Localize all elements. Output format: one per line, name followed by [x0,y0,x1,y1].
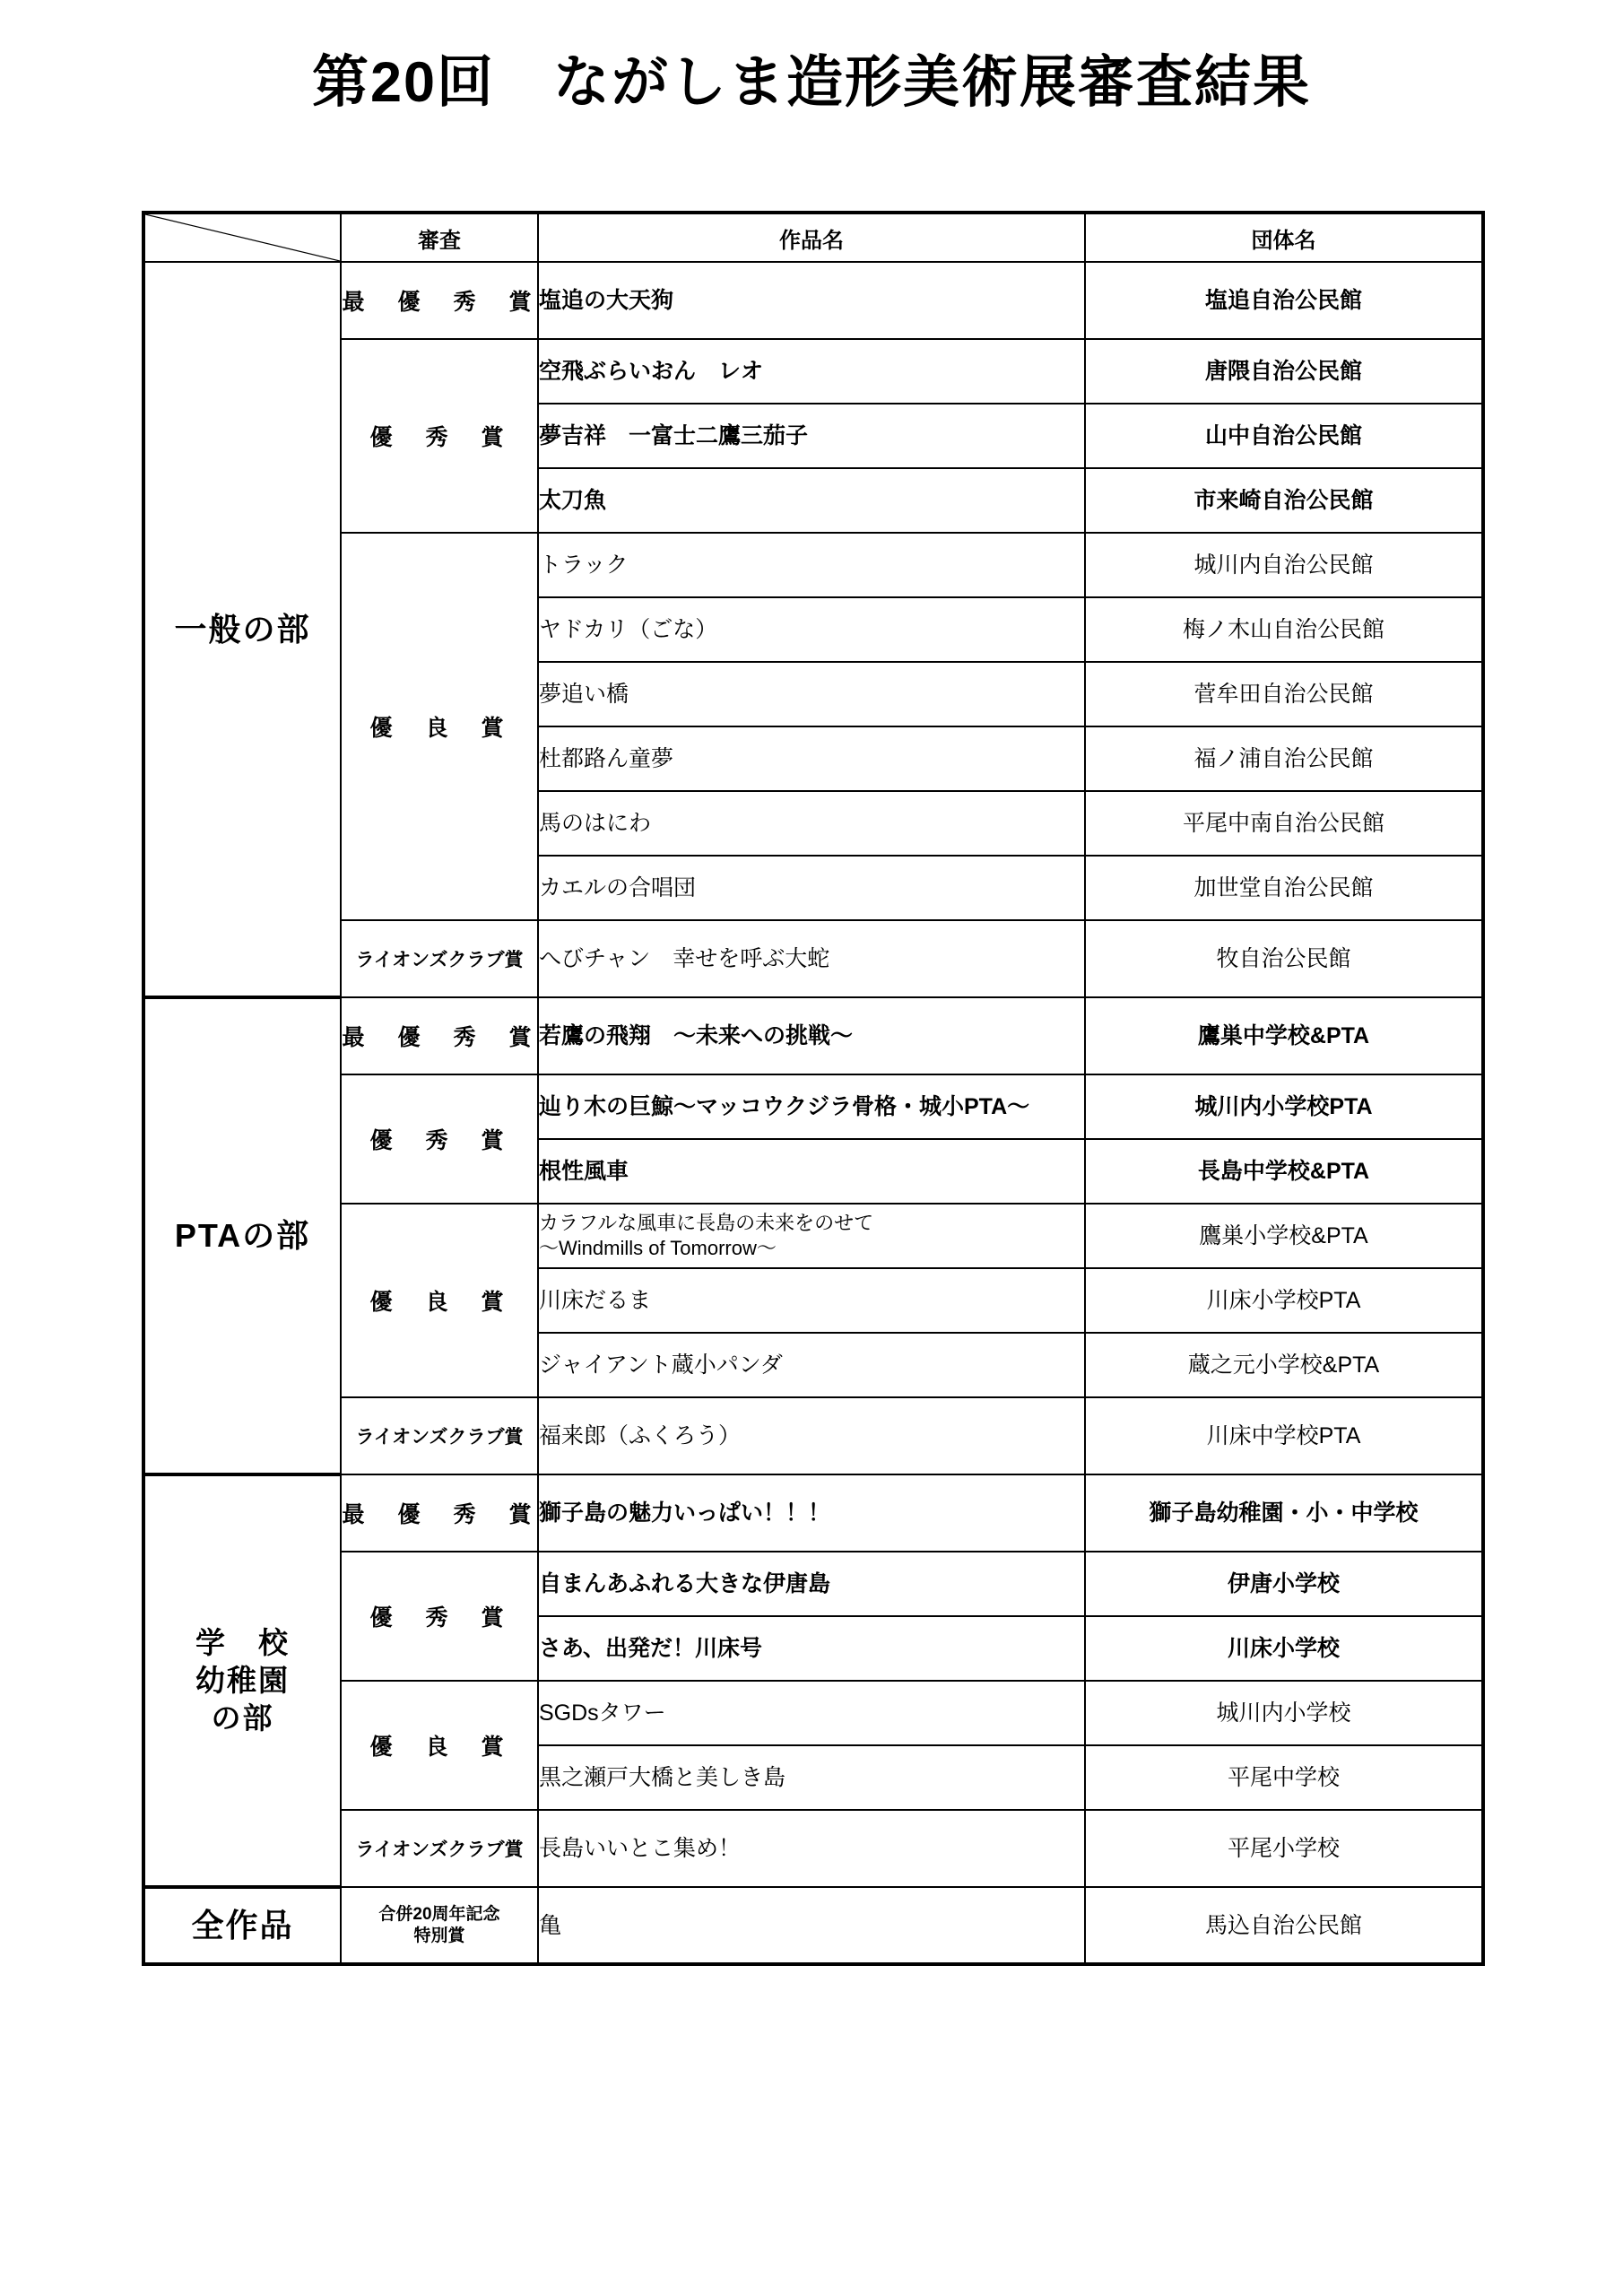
organization-cell: 唐隈自治公民館 [1085,339,1483,404]
work-title-cell: 塩追の大天狗 [538,262,1085,339]
header-corner-diagonal [143,213,341,262]
organization-cell: 川床小学校PTA [1085,1268,1483,1333]
organization-cell: 獅子島幼稚園・小・中学校 [1085,1474,1483,1552]
organization-cell: 城川内小学校PTA [1085,1074,1483,1139]
page-title: 第20回 ながしま造形美術展審査結果 [311,51,1312,114]
organization-cell: 菅牟田自治公民館 [1085,662,1483,726]
award-cell: 優 良 賞 [341,1681,538,1810]
work-title-cell: 長島いいとこ集め！ [538,1810,1085,1887]
work-title-cell: 空飛ぶらいおん レオ [538,339,1085,404]
organization-cell: 平尾中学校 [1085,1745,1483,1810]
work-title-cell: 若鷹の飛翔 〜未来への挑戦〜 [538,997,1085,1074]
award-cell: 最 優 秀 賞 [341,262,538,339]
table-row [143,262,1483,339]
award-cell: 優 秀 賞 [341,1552,538,1681]
table-row [143,1552,1483,1616]
table-row [143,1681,1483,1745]
work-title-cell: 辿り木の巨鯨〜マッコウクジラ骨格・城小PTA〜 [538,1074,1085,1139]
work-title-cell: 夢吉祥 一富士二鷹三茄子 [538,404,1085,468]
work-title-cell: トラック [538,533,1085,597]
header-work: 作品名 [538,213,1085,262]
organization-cell: 鷹巣小学校&PTA [1085,1204,1483,1268]
organization-cell: 加世堂自治公民館 [1085,856,1483,920]
work-title-cell: 杜都路ん童夢 [538,726,1085,791]
category-cell: 学 校 幼稚園 の部 [143,1474,341,1887]
work-title-cell: 馬のはにわ [538,791,1085,856]
organization-cell: 平尾中南自治公民館 [1085,791,1483,856]
work-title-cell: カラフルな風車に長島の未来をのせて 〜Windmills of Tomorrow〜 [538,1204,1085,1268]
work-title-cell: 黒之瀬戸大橋と美しき島 [538,1745,1085,1810]
work-title-cell: ジャイアント蔵小パンダ [538,1333,1085,1397]
work-title-cell: 獅子島の魅力いっぱい！！！ [538,1474,1085,1552]
table-header-row [143,213,1483,262]
organization-cell: 川床小学校 [1085,1616,1483,1681]
award-cell: 優 良 賞 [341,533,538,920]
work-title-cell: 根性風車 [538,1139,1085,1204]
organization-cell: 梅ノ木山自治公民館 [1085,597,1483,662]
category-cell: PTAの部 [143,997,341,1474]
organization-cell: 伊唐小学校 [1085,1552,1483,1616]
award-cell: 最 優 秀 賞 [341,1474,538,1552]
category-cell: 一般の部 [143,262,341,997]
award-cell: ライオンズクラブ賞 [341,920,538,997]
work-title-cell: さあ、出発だ！川床号 [538,1616,1085,1681]
table-row [143,533,1483,597]
organization-cell: 鷹巣中学校&PTA [1085,997,1483,1074]
organization-cell: 牧自治公民館 [1085,920,1483,997]
organization-cell: 川床中学校PTA [1085,1397,1483,1474]
header-org: 団体名 [1085,213,1483,262]
organization-cell: 塩追自治公民館 [1085,262,1483,339]
table-row [143,1204,1483,1268]
organization-cell: 城川内自治公民館 [1085,533,1483,597]
work-title-cell: カエルの合唱団 [538,856,1085,920]
award-cell: 優 良 賞 [341,1204,538,1397]
work-title-cell: 川床だるま [538,1268,1085,1333]
header-award: 審査 [341,213,538,262]
organization-cell: 城川内小学校 [1085,1681,1483,1745]
work-title-cell: 福来郎（ふくろう） [538,1397,1085,1474]
table-row [143,997,1483,1074]
organization-cell: 蔵之元小学校&PTA [1085,1333,1483,1397]
organization-cell: 市来崎自治公民館 [1085,468,1483,533]
work-title-cell: 自まんあふれる大きな伊唐島 [538,1552,1085,1616]
results-table [142,211,1485,1966]
work-title-cell: 太刀魚 [538,468,1085,533]
organization-cell: 山中自治公民館 [1085,404,1483,468]
award-cell: 優 秀 賞 [341,339,538,533]
organization-cell: 長島中学校&PTA [1085,1139,1483,1204]
award-cell: 合併20周年記念 特別賞 [341,1887,538,1964]
table-row [143,339,1483,404]
table-row [143,1810,1483,1887]
work-title-cell: SGDsタワー [538,1681,1085,1745]
work-title-cell: へびチャン 幸せを呼ぶ大蛇 [538,920,1085,997]
table-row [143,1397,1483,1474]
work-title-cell: 亀 [538,1887,1085,1964]
category-cell: 全作品 [143,1887,341,1964]
award-cell: ライオンズクラブ賞 [341,1810,538,1887]
results-table-container [142,211,1481,1966]
organization-cell: 平尾小学校 [1085,1810,1483,1887]
table-row [143,1474,1483,1552]
table-row [143,920,1483,997]
organization-cell: 福ノ浦自治公民館 [1085,726,1483,791]
work-title-cell: ヤドカリ（ごな） [538,597,1085,662]
award-cell: 優 秀 賞 [341,1074,538,1204]
award-cell: ライオンズクラブ賞 [341,1397,538,1474]
work-title-cell: 夢追い橋 [538,662,1085,726]
table-row [143,1074,1483,1139]
award-cell: 最 優 秀 賞 [341,997,538,1074]
table-row [143,1887,1483,1964]
organization-cell: 馬込自治公民館 [1085,1887,1483,1964]
